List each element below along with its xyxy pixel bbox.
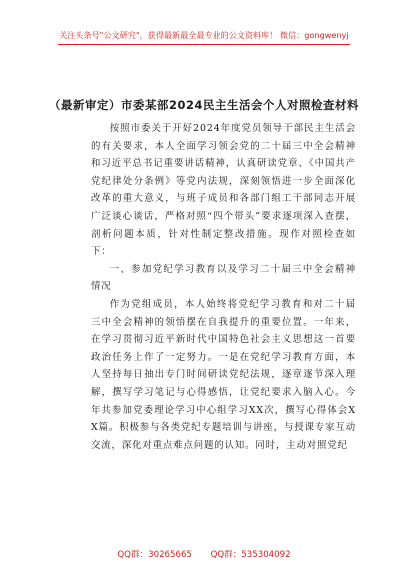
paragraph-body: 作为党组成员，本人始终将党纪学习教育和对二十届三中全会精神的领悟摆在自我提升的重要位置。一年来，在学习贯彻习近平新时代中国特色社会主义思想这一首要政治任务上作了一定努力。一是在党纪学习教育方面，本人坚持每日抽出专门时间研读党纪法规，逐章逐节深入理解，撰写学习笔记与心得感悟，让党纪要求入脑入心。今年共参加党委理论学习中心组学习XX次，撰写心得体会XX篇。积极参与各类党纪专题培训与讲座，与授课专家互动交流，深化对重点难点问题的认知。同时，主动对照党纪: [91, 298, 356, 451]
section-heading: 一、参加党纪学习教育以及学习二十届三中全会精神情况: [91, 263, 356, 293]
header-divider: [58, 44, 350, 45]
document-title: （最新审定）市委某部2024民主生活会个人对照检查材料: [49, 98, 359, 112]
paragraph-intro: 按照市委关于开好2024年度党员领导干部民主生活会的有关要求，本人全面学习领会党的二十届三中全会精神和习近平总书记重要讲话精神，认真研读党章、《中国共产党纪律处分条例》等党内法规，深刻领悟进一步全面深化改革的重大意义，与班子成员和各部门组工干部同志开展广泛谈心谈话，严格对照“四个带头”要求逐项深入查摆，剖析问题本质，针对性制定整改措施。现作对照检查如下：: [91, 123, 356, 258]
footer-contacts: [0, 548, 408, 560]
document-body: [91, 120, 356, 454]
footer-qq-group-2: QQ群：535304092: [210, 550, 291, 560]
header-note: 关注头条号"公文研究"，获得最新最全最专业的公文资料库！ 微信：gongwenyj: [59, 31, 349, 40]
footer-qq-group-1: QQ群：30265665: [117, 550, 192, 560]
